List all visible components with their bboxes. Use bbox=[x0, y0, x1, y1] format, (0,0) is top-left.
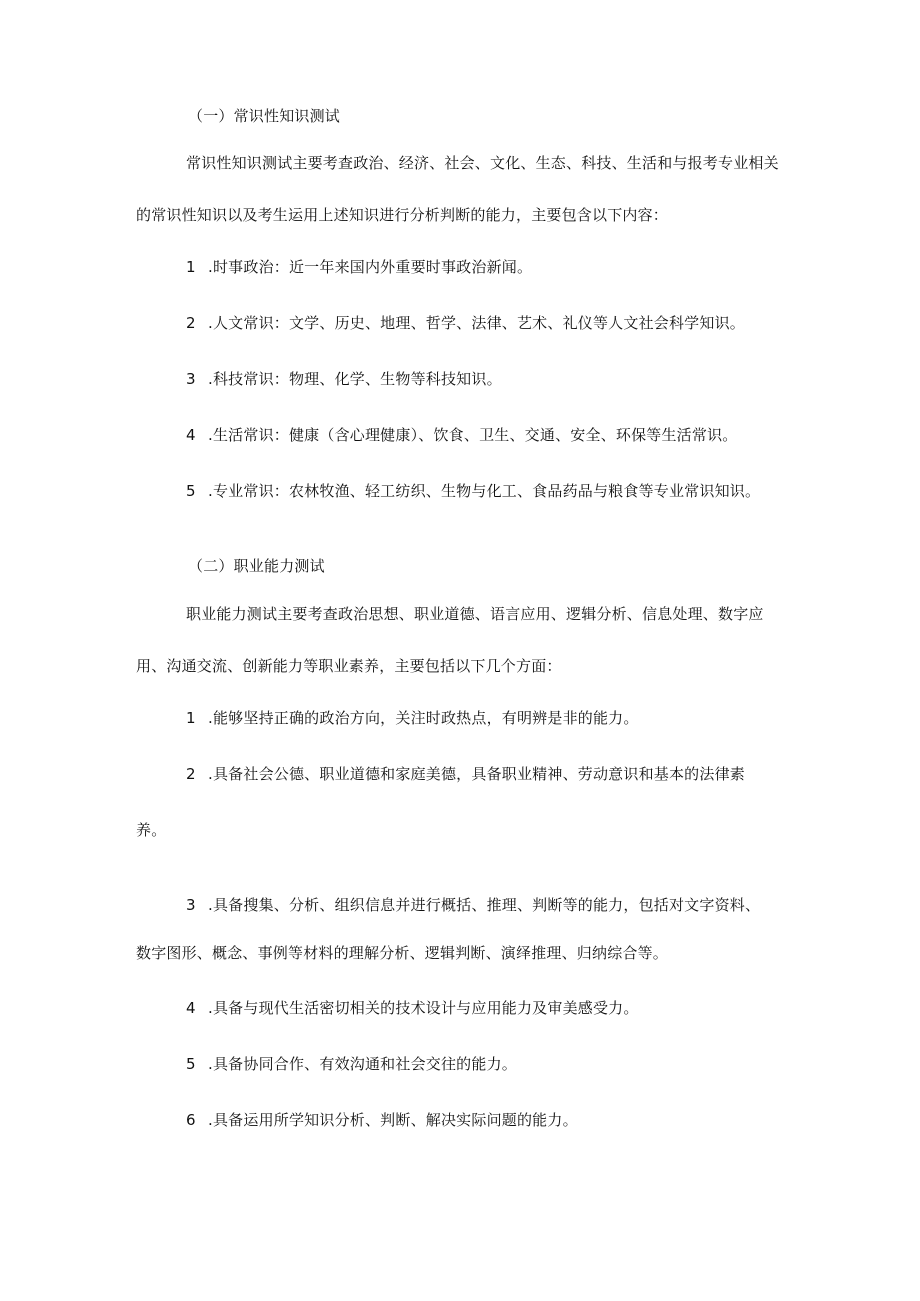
item-text: .生活常识：健康（含心理健康）、饮食、卫生、交通、安全、环保等生活常识。 bbox=[208, 426, 738, 444]
item-text: .具备社会公德、职业道德和家庭美德，具备职业精神、劳动意识和基本的法律素 bbox=[208, 765, 745, 783]
item-number: 4 bbox=[186, 999, 196, 1017]
section1-item-1 bbox=[186, 257, 532, 277]
item-text: .具备运用所学知识分析、判断、解决实际问题的能力。 bbox=[208, 1111, 578, 1129]
item-text: .具备协同合作、有效沟通和社会交往的能力。 bbox=[208, 1055, 517, 1073]
section2-item-3-continuation: 数字图形、概念、事例等材料的理解分析、逻辑判断、演绎推理、归纳综合等。 bbox=[136, 944, 669, 962]
section2-item-2-continuation: 养。 bbox=[136, 821, 167, 839]
item-text: .时事政治：近一年来国内外重要时事政治新闻。 bbox=[208, 258, 533, 276]
section1-item-2 bbox=[186, 313, 745, 333]
section1-item-4 bbox=[186, 425, 737, 445]
section1-intro-line2: 的常识性知识以及考生运用上述知识进行分析判断的能力，主要包含以下内容： bbox=[136, 206, 669, 224]
section1-item-5 bbox=[186, 481, 760, 501]
item-text: .具备与现代生活密切相关的技术设计与应用能力及审美感受力。 bbox=[208, 999, 639, 1017]
item-number: 5 bbox=[186, 482, 196, 500]
section2-heading: （二）职业能力测试 bbox=[188, 557, 325, 575]
item-number: 1 bbox=[186, 709, 196, 727]
item-number: 3 bbox=[186, 370, 196, 388]
item-number: 1 bbox=[186, 258, 196, 276]
section1-heading: （一）常识性知识测试 bbox=[188, 107, 341, 125]
item-text: .人文常识：文学、历史、地理、哲学、法律、艺术、礼仪等人文社会科学知识。 bbox=[208, 314, 745, 332]
item-text: .专业常识：农林牧渔、轻工纺织、生物与化工、食品药品与粮食等专业常识知识。 bbox=[208, 482, 761, 500]
section2-item-2 bbox=[186, 764, 745, 784]
item-number: 5 bbox=[186, 1055, 196, 1073]
section2-item-1 bbox=[186, 708, 639, 728]
item-text: .能够坚持正确的政治方向，关注时政热点，有明辨是非的能力。 bbox=[208, 709, 639, 727]
item-number: 6 bbox=[186, 1111, 196, 1129]
item-text: .科技常识：物理、化学、生物等科技知识。 bbox=[208, 370, 502, 388]
section1-intro-line1: 常识性知识测试主要考查政治、经济、社会、文化、生态、科技、生活和与报考专业相关 bbox=[186, 154, 779, 172]
section1-item-3 bbox=[186, 369, 502, 389]
item-number: 4 bbox=[186, 426, 196, 444]
section2-intro-line1: 职业能力测试主要考查政治思想、职业道德、语言应用、逻辑分析、信息处理、数字应 bbox=[186, 605, 764, 623]
item-text: .具备搜集、分析、组织信息并进行概括、推理、判断等的能力，包括对文字资料、 bbox=[208, 896, 761, 914]
item-number: 2 bbox=[186, 314, 196, 332]
section2-item-4 bbox=[186, 998, 639, 1018]
section2-item-5 bbox=[186, 1054, 517, 1074]
section2-intro-line2: 用、沟通交流、创新能力等职业素养，主要包括以下几个方面： bbox=[136, 657, 562, 675]
section2-item-6 bbox=[186, 1110, 578, 1130]
item-number: 3 bbox=[186, 896, 196, 914]
section2-item-3 bbox=[186, 895, 760, 915]
item-number: 2 bbox=[186, 765, 196, 783]
